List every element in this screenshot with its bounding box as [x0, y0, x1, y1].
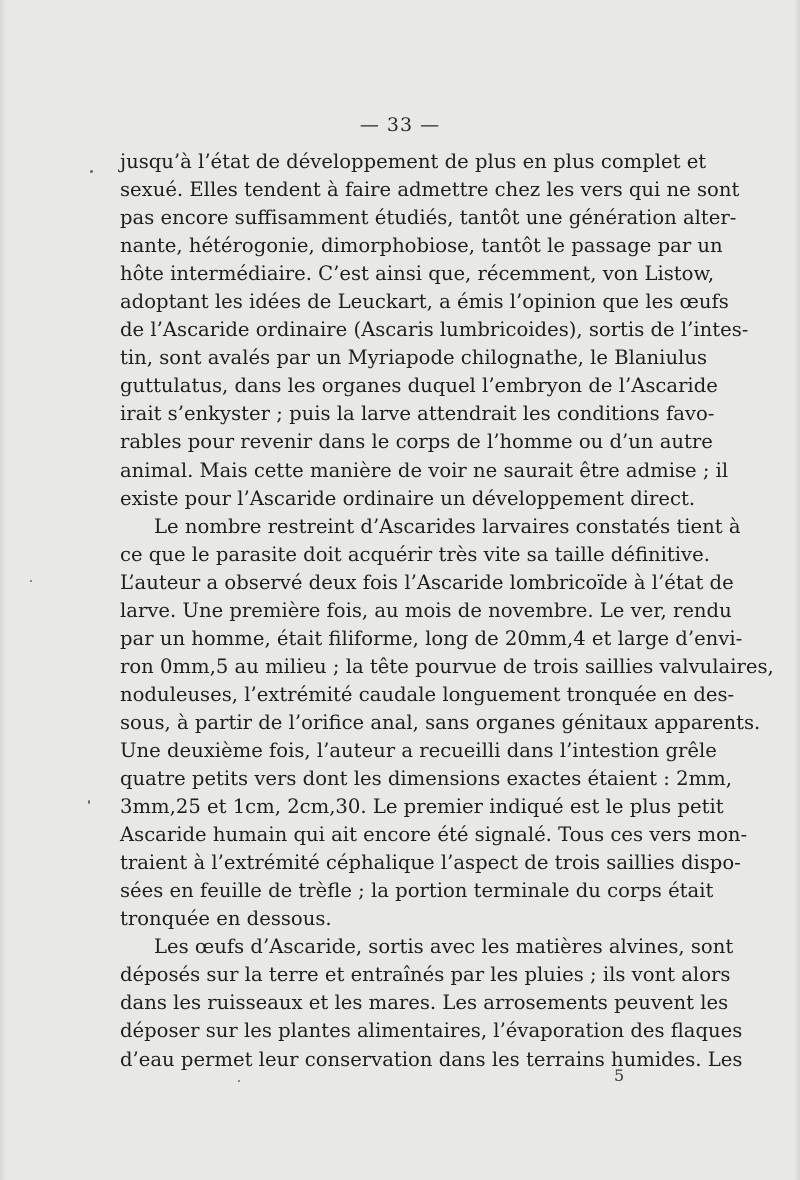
- text-line: jusqu’à l’état de développement de plus en plus complet et: [120, 150, 707, 173]
- text-line: par un homme, était filiforme, long de 20mm,4 et large d’envi-: [120, 626, 743, 650]
- text-line: irait s’enkyster ; puis la larve attendrait les conditions favo-: [120, 402, 715, 426]
- text-line: déposer sur les plantes alimentaires, l’évaporation des flaques: [120, 1019, 743, 1043]
- text-line: Ascaride humain qui ait encore été signalé. Tous ces vers mon-: [120, 823, 748, 847]
- page-right-edge: [794, 0, 800, 1180]
- text-line: quatre petits vers dont les dimensions exactes étaient : 2mm,: [120, 767, 732, 791]
- text-line: traient à l’extrémité céphalique l’aspect de trois saillies dispo-: [120, 851, 741, 875]
- text-line: larve. Une première fois, au mois de novembre. Le ver, rendu: [120, 598, 732, 622]
- signature-mark: 5: [614, 1066, 625, 1085]
- text-line: sous, à partir de l’orifice anal, sans organes génitaux apparents.: [120, 710, 761, 734]
- text-line: dans les ruisseaux et les mares. Les arrosements peuvent les: [120, 991, 729, 1015]
- text-line: adoptant les idées de Leuckart, a émis l’opinion que les œufs: [120, 290, 729, 314]
- text-line: pas encore suffisamment étudiés, tantôt une génération alter-: [120, 206, 737, 230]
- paper-speck: [90, 170, 93, 173]
- text-line: de l’Ascaride ordinaire (Ascaris lumbricoides), sortis de l’intes-: [120, 318, 749, 342]
- text-line: existe pour l’Ascaride ordinaire un développement direct.: [120, 486, 696, 510]
- text-line: rables pour revenir dans le corps de l’homme ou d’un autre: [120, 430, 713, 454]
- text-line: Une deuxième fois, l’auteur a recueilli dans l’intestion grêle: [120, 738, 717, 762]
- text-line: tin, sont avalés par un Myriapode chilognathe, le Blaniulus: [120, 346, 707, 370]
- paper-speck: [30, 580, 32, 582]
- text-line: 3mm,25 et 1cm, 2cm,30. Le premier indiqué est le plus petit: [120, 795, 724, 819]
- text-line: d’eau permet leur conservation dans les terrains humides. Les: [120, 1047, 743, 1071]
- text-line: Les œufs d’Ascaride, sortis avec les matières alvines, sont: [154, 935, 734, 959]
- page-number: — 33 —: [359, 114, 441, 136]
- text-line: sées en feuille de trèfle ; la portion terminale du corps était: [120, 879, 714, 903]
- text-line: guttulatus, dans les organes duquel l’embryon de l’Ascaride: [120, 374, 718, 398]
- text-line: nante, hétérogonie, dimorphobiose, tantôt le passage par un: [120, 234, 723, 258]
- text-line: noduleuses, l’extrémité caudale longuement tronquée en des-: [120, 682, 735, 706]
- text-line: ron 0mm,5 au milieu ; la tête pourvue de trois saillies valvulaires,: [120, 654, 774, 678]
- text-line: animal. Mais cette manière de voir ne saurait être admise ; il: [120, 458, 729, 482]
- text-line: hôte intermédiaire. C’est ainsi que, récemment, von Listow,: [120, 262, 715, 286]
- text-line: tronquée en dessous.: [120, 907, 332, 931]
- page-left-edge: [0, 0, 6, 1180]
- text-line: sexué. Elles tendent à faire admettre chez les vers qui ne sont: [120, 178, 740, 202]
- body-text: [120, 148, 774, 1074]
- text-line: Le nombre restreint d’Ascarides larvaires constatés tient à: [154, 514, 741, 538]
- paper-speck: [238, 1080, 240, 1082]
- text-line: L’auteur a observé deux fois l’Ascaride lombricoïde à l’état de: [120, 570, 734, 594]
- text-line: déposés sur la terre et entraînés par les pluies ; ils vont alors: [120, 963, 731, 987]
- paper-speck: [88, 800, 90, 804]
- text-line: ce que le parasite doit acquérir très vite sa taille définitive.: [120, 542, 710, 566]
